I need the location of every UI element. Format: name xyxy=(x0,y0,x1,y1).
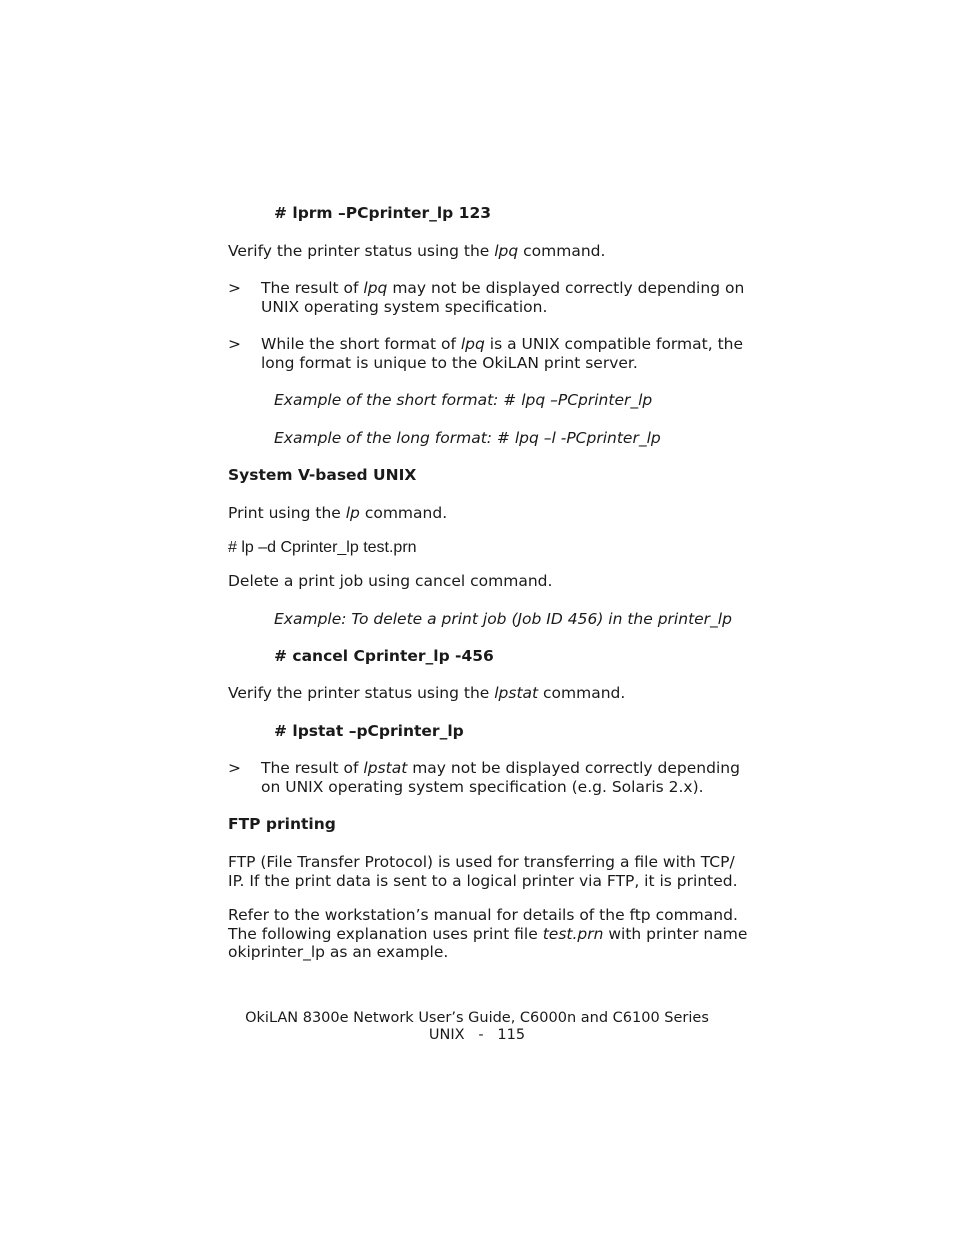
text-segment: command. xyxy=(538,684,626,702)
command-lprm: # lprm –PCprinter_lp 123 xyxy=(274,204,492,222)
example-long-format: Example of the long format: # lpq –l -PCprinter_lp xyxy=(274,429,661,447)
note-marker: > xyxy=(228,759,241,777)
note-3-line-1 xyxy=(261,759,740,778)
refer-paragraph-line-2 xyxy=(228,925,747,944)
footer-page-number: UNIX - 115 xyxy=(428,1027,526,1043)
refer-paragraph-line-1: Refer to the workstation’s manual for details of the ftp command. xyxy=(228,906,738,924)
text-segment: is a UNIX compatible format, the xyxy=(484,335,744,353)
section-heading-system-v: System V-based UNIX xyxy=(228,466,417,484)
example-short-format: Example of the short format: # lpq –PCprinter_lp xyxy=(274,391,653,409)
command-name: lpq xyxy=(460,335,485,353)
paragraph-verify-lpstat xyxy=(228,684,625,703)
text-segment: The result of xyxy=(261,279,364,297)
example-delete-job: Example: To delete a print job (Job ID 456) in the printer_lp xyxy=(274,610,732,628)
command-cancel: # cancel Cprinter_lp -456 xyxy=(274,647,494,665)
command-name: lpq xyxy=(363,279,388,297)
text-segment: Print using the xyxy=(228,504,346,522)
refer-paragraph-line-3: okiprinter_lp as an example. xyxy=(228,943,449,961)
note-3-line-2: on UNIX operating system specification (e.g. Solaris 2.x). xyxy=(261,778,704,796)
command-name: lpstat xyxy=(494,684,539,702)
paragraph-verify-lpq xyxy=(228,242,605,261)
text-segment: command. xyxy=(518,242,606,260)
note-1-line-2: UNIX operating system specification. xyxy=(261,298,548,316)
text-segment: While the short format of xyxy=(261,335,461,353)
text-segment: Verify the printer status using the xyxy=(228,684,495,702)
text-segment: with printer name xyxy=(603,925,748,943)
paragraph-print-lp xyxy=(228,504,447,523)
text-segment: may not be displayed correctly depending xyxy=(407,759,740,777)
footer-title: OkiLAN 8300e Network User’s Guide, C6000n and C6100 Series xyxy=(245,1010,709,1026)
command-lpstat: # lpstat –pCprinter_lp xyxy=(274,722,464,740)
note-1-line-1 xyxy=(261,279,744,298)
command-name: lpq xyxy=(494,242,519,260)
section-heading-ftp: FTP printing xyxy=(228,815,336,833)
command-name: lpstat xyxy=(363,759,408,777)
note-marker: > xyxy=(228,279,241,297)
ftp-paragraph-line-2: IP. If the print data is sent to a logical printer via FTP, it is printed. xyxy=(228,872,738,890)
command-name: lp xyxy=(345,504,360,522)
ftp-paragraph-line-1: FTP (File Transfer Protocol) is used for transferring a file with TCP/ xyxy=(228,853,735,871)
text-segment: may not be displayed correctly depending on xyxy=(387,279,745,297)
note-2-line-1 xyxy=(261,335,743,354)
text-segment: The following explanation uses print file xyxy=(228,925,543,943)
text-segment: The result of xyxy=(261,759,364,777)
text-segment: command. xyxy=(359,504,448,522)
note-marker: > xyxy=(228,335,241,353)
file-name: test.prn xyxy=(542,925,604,943)
text-segment: Verify the printer status using the xyxy=(228,242,495,260)
command-lp: # lp –d Cprinter_lp test.prn xyxy=(228,539,417,556)
paragraph-delete-job: Delete a print job using cancel command. xyxy=(228,572,553,590)
note-2-line-2: long format is unique to the OkiLAN print server. xyxy=(261,354,638,372)
